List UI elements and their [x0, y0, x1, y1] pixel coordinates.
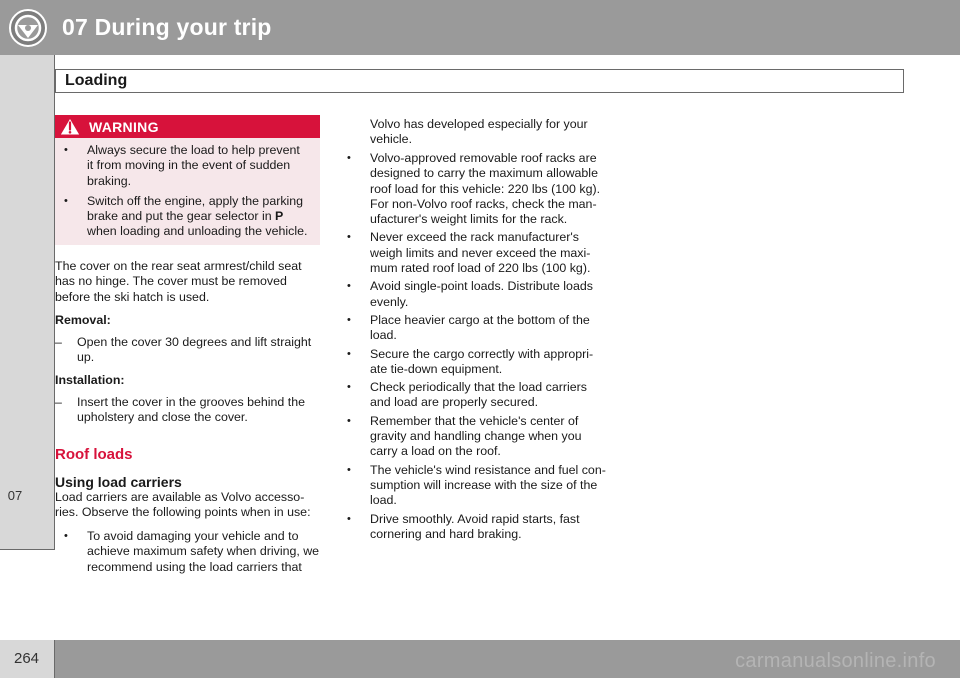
list-item: [55, 529, 330, 575]
text-line: has no hinge. The cover must be removed: [55, 274, 287, 289]
section-bar: [55, 69, 904, 93]
text-line: load.: [370, 328, 397, 343]
carriers-continuation: [370, 117, 630, 148]
text-line: it from moving in the event of sudden: [87, 158, 291, 173]
dash-item: [55, 395, 325, 426]
text-line: gravity and handling change when you: [370, 429, 582, 444]
dash-mark: –: [55, 395, 62, 409]
watermark-text: carmanualsonline.info: [735, 650, 936, 672]
text-line: The cover on the rear seat armrest/child seat: [55, 259, 302, 273]
bullet-mark: •: [347, 152, 351, 164]
text-line: Load carriers are available as Volvo accesso-: [55, 490, 305, 504]
chapter-title: 07 During your trip: [62, 14, 272, 40]
text-line: roof load for this vehicle: 220 lbs (100 kg).: [370, 181, 601, 196]
text-line: upholstery and close the cover.: [77, 410, 248, 425]
text-line: For non-Volvo roof racks, check the man-: [370, 196, 597, 211]
bullet-mark: •: [64, 144, 68, 156]
text-line: Never exceed the rack manufacturer's: [370, 230, 579, 245]
text-line: recommend using the load carriers that: [87, 559, 302, 574]
carriers-intro: [55, 490, 330, 521]
text-line: Place heavier cargo at the bottom of the: [370, 312, 590, 327]
text-line: achieve maximum safety when driving, we: [87, 544, 320, 559]
bullet-mark: •: [347, 512, 351, 525]
bullet-mark: •: [64, 194, 68, 207]
text-line: cornering and hard braking.: [370, 526, 522, 541]
text-line: Avoid single-point loads. Distribute loads: [370, 279, 593, 294]
text-line: mum rated roof load of 220 lbs (100 kg).: [370, 261, 591, 276]
warning-triangle-icon: [59, 117, 81, 136]
list-item: [338, 347, 628, 378]
page-number: 264: [14, 650, 40, 667]
roof-load-bullet-list: [338, 151, 628, 545]
text-line: [87, 209, 320, 224]
text-line: ate tie-down equipment.: [370, 361, 503, 376]
text-line: sumption will increase with the size of the: [370, 477, 598, 492]
text-fragment: brake and put the gear selector in: [87, 209, 276, 224]
text-line: vehicle.: [370, 132, 413, 147]
section-title: Loading: [65, 72, 128, 89]
text-line: ries. Observe the following points when in use:: [55, 505, 311, 520]
text-line: The vehicle's wind resistance and fuel con-: [370, 462, 606, 477]
list-item: [338, 151, 628, 227]
text-line: Drive smoothly. Avoid rapid starts, fast: [370, 511, 580, 526]
bullet-mark: •: [347, 414, 351, 427]
bullet-mark: •: [347, 347, 351, 360]
list-item: [338, 279, 628, 310]
text-line: Volvo has developed especially for your: [370, 117, 588, 131]
text-line: up.: [77, 350, 95, 365]
text-line: braking.: [87, 173, 132, 188]
dash-item: [55, 335, 325, 366]
bullet-mark: •: [347, 280, 351, 293]
text-line: Always secure the load to help prevent: [87, 143, 300, 157]
text-line: before the ski hatch is used.: [55, 289, 210, 304]
chapter-side-tab: [0, 55, 55, 550]
removal-step: [55, 335, 325, 366]
text-line: Open the cover 30 degrees and lift straight: [77, 335, 312, 349]
text-line: Remember that the vehicle's center of: [370, 413, 579, 428]
load-carriers-heading: Using load carriers: [55, 474, 182, 490]
list-item: [338, 414, 628, 460]
list-item: [338, 463, 628, 509]
bullet-mark: •: [64, 530, 68, 542]
text-line: Check periodically that the load carriers: [370, 380, 587, 395]
text-line: Switch off the engine, apply the parking: [87, 193, 304, 208]
volvo-steering-wheel-icon: [8, 8, 48, 48]
text-line: To avoid damaging your vehicle and to: [87, 529, 299, 543]
text-line: when loading and unloading the vehicle.: [87, 224, 308, 239]
carriers-bullet-list: [55, 529, 330, 580]
text-line: and load are properly secured.: [370, 395, 539, 410]
bullet-mark: •: [347, 231, 351, 244]
warning-item: [55, 194, 320, 240]
bullet-mark: •: [347, 381, 351, 394]
bullet-mark: •: [347, 463, 351, 476]
text-line: load.: [370, 493, 397, 508]
text-line: Insert the cover in the grooves behind the: [77, 395, 305, 409]
chapter-tab-label: 07: [7, 488, 23, 503]
text-line: carry a load on the roof.: [370, 444, 501, 459]
page-header: [0, 0, 960, 55]
warning-header: [55, 115, 320, 138]
installation-label: Installation:: [55, 373, 125, 387]
text-line: weigh limits and never exceed the maxi-: [370, 245, 591, 260]
list-item: [338, 380, 628, 411]
warning-title: WARNING: [89, 119, 159, 135]
roof-loads-heading: Roof loads: [55, 446, 133, 463]
text-line: designed to carry the maximum allowable: [370, 166, 598, 181]
list-item: [338, 512, 628, 543]
bullet-mark: •: [347, 313, 351, 326]
text-line: ufacturer's weight limits for the rack.: [370, 212, 568, 227]
warning-item: [55, 143, 320, 189]
text-line: evenly.: [370, 294, 409, 309]
text-line: Volvo-approved removable roof racks are: [370, 151, 597, 165]
text-line: Secure the cargo correctly with appropri-: [370, 346, 594, 361]
list-item: [338, 230, 628, 276]
list-item: [338, 313, 628, 344]
intro-paragraph: [55, 259, 325, 305]
warning-list: [55, 143, 320, 245]
removal-label: Removal:: [55, 313, 111, 327]
dash-mark: –: [55, 335, 62, 349]
warning-box: [55, 115, 320, 245]
gear-position: P: [275, 209, 284, 224]
installation-step: [55, 395, 325, 426]
